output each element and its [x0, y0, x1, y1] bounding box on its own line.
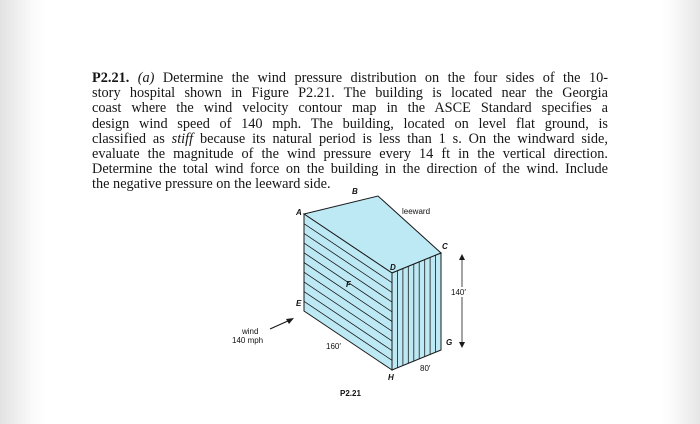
page-right-shadow	[660, 0, 700, 424]
problem-line-1-text: Determine the wind pressure distribution on the four sides of the 10-	[162, 70, 608, 86]
label-A: A	[296, 208, 302, 217]
label-D: D	[390, 263, 396, 272]
label-G: G	[446, 338, 453, 347]
leeward-label: leeward	[402, 207, 431, 216]
building-figure	[222, 186, 492, 406]
label-C: C	[442, 242, 448, 251]
problem-line-5: classified as stiff because its natural period is less than 1 s. On the windward side,	[92, 130, 608, 147]
height-dimension-label: 140′	[451, 288, 466, 297]
problem-line-3: coast where the wind velocity contour map in the ASCE Standard specifies a	[92, 100, 608, 117]
length-dimension-label: 160′	[326, 342, 341, 351]
problem-line-1	[92, 71, 608, 86]
problem-line-8: the negative pressure on the leeward side.	[92, 176, 331, 193]
problem-statement	[92, 71, 608, 193]
height-arrow-top	[459, 254, 465, 260]
height-arrow-bottom	[459, 342, 465, 348]
label-F: F	[346, 280, 351, 289]
problem-line-6: evaluate the magnitude of the wind pressure every 14 ft in the vertical direction.	[92, 146, 608, 163]
building-drawing	[222, 186, 492, 406]
problem-number: P2.21.	[92, 70, 130, 86]
problem-line-2: story hospital shown in Figure P2.21. The building is located near the Georgia	[92, 85, 608, 102]
wind-label: wind	[242, 327, 259, 336]
problem-line-4: design wind speed of 140 mph. The building, located on level flat ground, is	[92, 115, 608, 132]
problem-line-7: Determine the total wind force on the building in the direction of the wind. Include	[92, 161, 608, 178]
label-E: E	[296, 299, 302, 308]
figure-caption: P2.21	[340, 389, 361, 398]
width-dimension-label: 80′	[420, 364, 431, 373]
wind-arrow	[270, 318, 294, 329]
building-side-face	[392, 253, 441, 370]
label-B: B	[352, 187, 358, 196]
stiff-emphasis: stiff	[171, 130, 194, 147]
page-left-shadow	[0, 0, 46, 424]
label-H: H	[388, 373, 394, 382]
wind-speed-label: 140 mph	[232, 336, 264, 345]
problem-part: (a)	[137, 70, 155, 86]
